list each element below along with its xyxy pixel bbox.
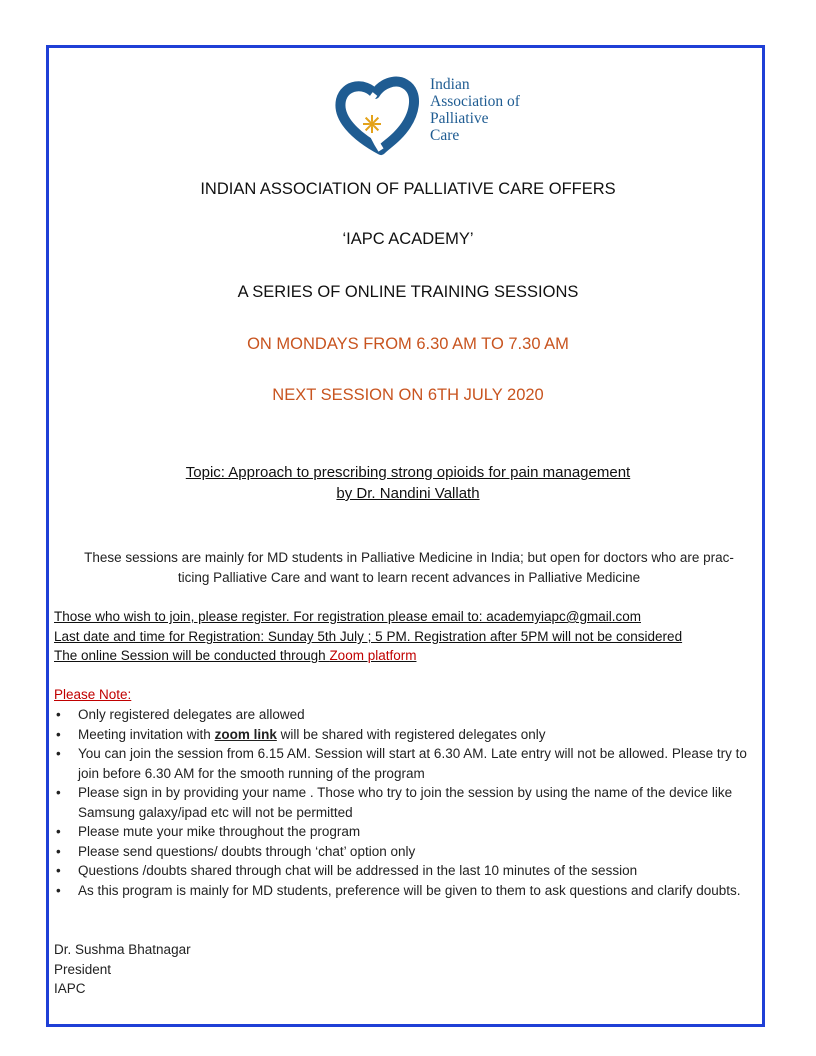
logo-text bbox=[430, 76, 520, 144]
platform-prefix: The online Session will be conducted through bbox=[54, 648, 330, 663]
signatory-org: IAPC bbox=[54, 981, 86, 996]
logo-line: Association of bbox=[430, 93, 520, 110]
item-text: will be shared with registered delegates only bbox=[276, 726, 546, 742]
list-item: • You can join the session from 6.15 AM. Session will start at 6.30 AM. Late entry will not be allowed. Please try to join before 6.30 AM for the smooth running of the program bbox=[54, 744, 766, 783]
topic-block bbox=[0, 462, 816, 504]
logo-line: Care bbox=[430, 127, 460, 144]
heading-series: A SERIES OF ONLINE TRAINING SESSIONS bbox=[237, 283, 579, 301]
logo-line: Palliative bbox=[430, 110, 489, 127]
list-item: • Please send questions/ doubts through ‘chat’ option only bbox=[54, 842, 766, 862]
heading-next-session: NEXT SESSION ON 6TH JULY 2020 bbox=[272, 386, 544, 404]
intro-line: ticing Palliative Care and want to learn recent advances in Palliative Medicine bbox=[177, 570, 641, 585]
topic-title: Topic: Approach to prescribing strong opioids for pain management bbox=[185, 464, 631, 481]
logo-line: Indian bbox=[430, 76, 470, 93]
please-note-title: Please Note: bbox=[54, 687, 132, 702]
list-item: • Questions /doubts shared through chat will be addressed in the last 10 minutes of the session bbox=[54, 861, 766, 881]
signatory-title: President bbox=[54, 961, 112, 977]
signature-block bbox=[54, 940, 191, 999]
heading-schedule: ON MONDAYS FROM 6.30 AM TO 7.30 AM bbox=[247, 335, 569, 353]
zoom-link[interactable]: zoom link bbox=[214, 726, 277, 742]
item-text: Meeting invitation with bbox=[78, 726, 215, 742]
registration-deadline-line: Last date and time for Registration: Sunday 5th July ; 5 PM. Registration after 5PM will not be considered bbox=[54, 629, 683, 644]
topic-speaker: by Dr. Nandini Vallath bbox=[336, 485, 480, 502]
notes-list bbox=[54, 705, 766, 900]
registration-platform-line bbox=[54, 646, 416, 666]
signatory-name: Dr. Sushma Bhatnagar bbox=[54, 942, 191, 957]
heading-academy: ‘IAPC ACADEMY’ bbox=[342, 230, 474, 248]
list-item: • As this program is mainly for MD students, preference will be given to them to ask questions and clarify doubts. bbox=[54, 881, 766, 901]
zoom-platform-link[interactable]: Zoom platform bbox=[329, 648, 417, 663]
registration-email-line: Those who wish to join, please register. For registration please email to: academyiapc@gmail.com bbox=[54, 609, 641, 624]
list-item: • Please sign in by providing your name . Those who try to join the session by using the name of the device like Samsung galaxy/ipad etc will not be permitted bbox=[54, 783, 766, 822]
list-item: • Please mute your mike throughout the program bbox=[54, 822, 766, 842]
list-item: • Only registered delegates are allowed bbox=[54, 705, 766, 725]
heart-logo-icon bbox=[335, 76, 427, 156]
iapc-logo bbox=[335, 76, 535, 156]
list-item bbox=[54, 725, 766, 745]
intro-paragraph bbox=[56, 548, 762, 588]
intro-line: These sessions are mainly for MD students in Palliative Medicine in India; but open for doctors who are prac- bbox=[84, 550, 734, 565]
heading-offers: INDIAN ASSOCIATION OF PALLIATIVE CARE OFFERS bbox=[200, 180, 616, 198]
